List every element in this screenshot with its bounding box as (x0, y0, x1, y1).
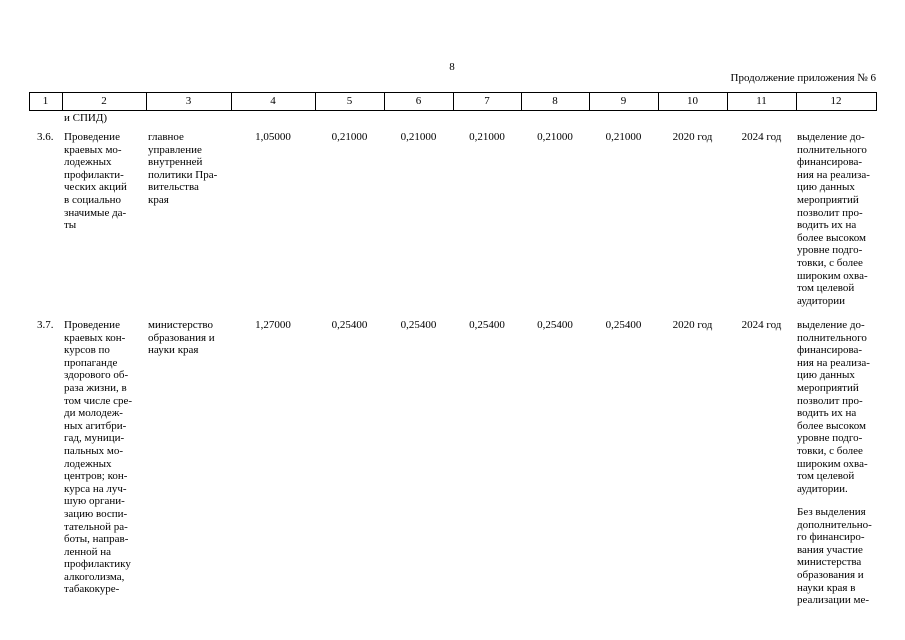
row-value-7: 0,21000 (469, 131, 505, 143)
column-header-2: 2 (101, 95, 107, 107)
row-executor: министерство образования и науки края (148, 319, 215, 357)
row-value-6: 0,21000 (400, 131, 437, 143)
column-header-10: 10 (687, 95, 698, 107)
row-number: 3.7. (37, 319, 54, 331)
carryover-text: и СПИД) (64, 112, 108, 124)
column-header-4: 4 (270, 95, 276, 107)
continuation-label: Продолжение приложения № 6 (730, 72, 876, 84)
row-end-year: 2024 год (741, 319, 782, 331)
row-value-9: 0,21000 (605, 131, 642, 143)
row-value-5: 0,21000 (331, 131, 368, 143)
row-executor: главное управление внутренней политики Пра- вительства края (148, 131, 218, 206)
row-note: выделение до- полнительного финансирова- ния на реализа- цию данных мероприятий позволит про- водить их на более высоком уровне подго- товки, с более широким охва- том целевой аудитории (797, 131, 870, 307)
column-header-3: 3 (185, 95, 192, 107)
row-value-9: 0,25400 (605, 319, 642, 331)
row-value-4: 1,05000 (255, 131, 291, 143)
row-note-continued: Без выделения дополнительно- го финансиро- вания участие министерства образования и науки края в реализации ме- (797, 506, 872, 607)
column-header-12: 12 (830, 95, 842, 107)
row-start-year: 2020 год (672, 131, 713, 143)
row-value-8: 0,25400 (537, 319, 573, 331)
row-value-5: 0,25400 (331, 319, 368, 331)
row-value-8: 0,21000 (537, 131, 573, 143)
row-end-year: 2024 год (741, 131, 782, 143)
row-note: выделение до- полнительного финансирова- ния на реализа- цию данных мероприятий позволит про- водить их на более высоком уровне подго- товки, с более широким охва- том целевой аудитории. (797, 319, 870, 495)
column-header-5: 5 (346, 95, 353, 107)
column-header-6: 6 (415, 95, 422, 107)
row-name: Проведение краевых кон- курсов по пропаганде здорового об- раза жизни, в том числе сре- ди молодеж- ных агитбри- гад, муници- пальных мо- лодежных центров; кон- курса на луч- шую органи- зацию воспи- тательной ра- боты, направ- ленной на профилактику алкоголизма, табакокуре- (64, 319, 133, 596)
column-header-9: 9 (620, 95, 627, 107)
row-name: Проведение краевых мо- лодежных профилакти- ческих акций в социально значимые да- ты (64, 131, 127, 232)
column-header-11: 11 (756, 95, 767, 107)
row-value-7: 0,25400 (469, 319, 505, 331)
column-header-8: 8 (552, 95, 558, 107)
page-number: 8 (449, 61, 455, 73)
column-header-1: 1 (42, 95, 49, 107)
row-value-4: 1,27000 (255, 319, 291, 331)
column-header-7: 7 (484, 95, 490, 107)
row-start-year: 2020 год (672, 319, 713, 331)
row-number: 3.6. (37, 131, 54, 143)
row-value-6: 0,25400 (400, 319, 437, 331)
